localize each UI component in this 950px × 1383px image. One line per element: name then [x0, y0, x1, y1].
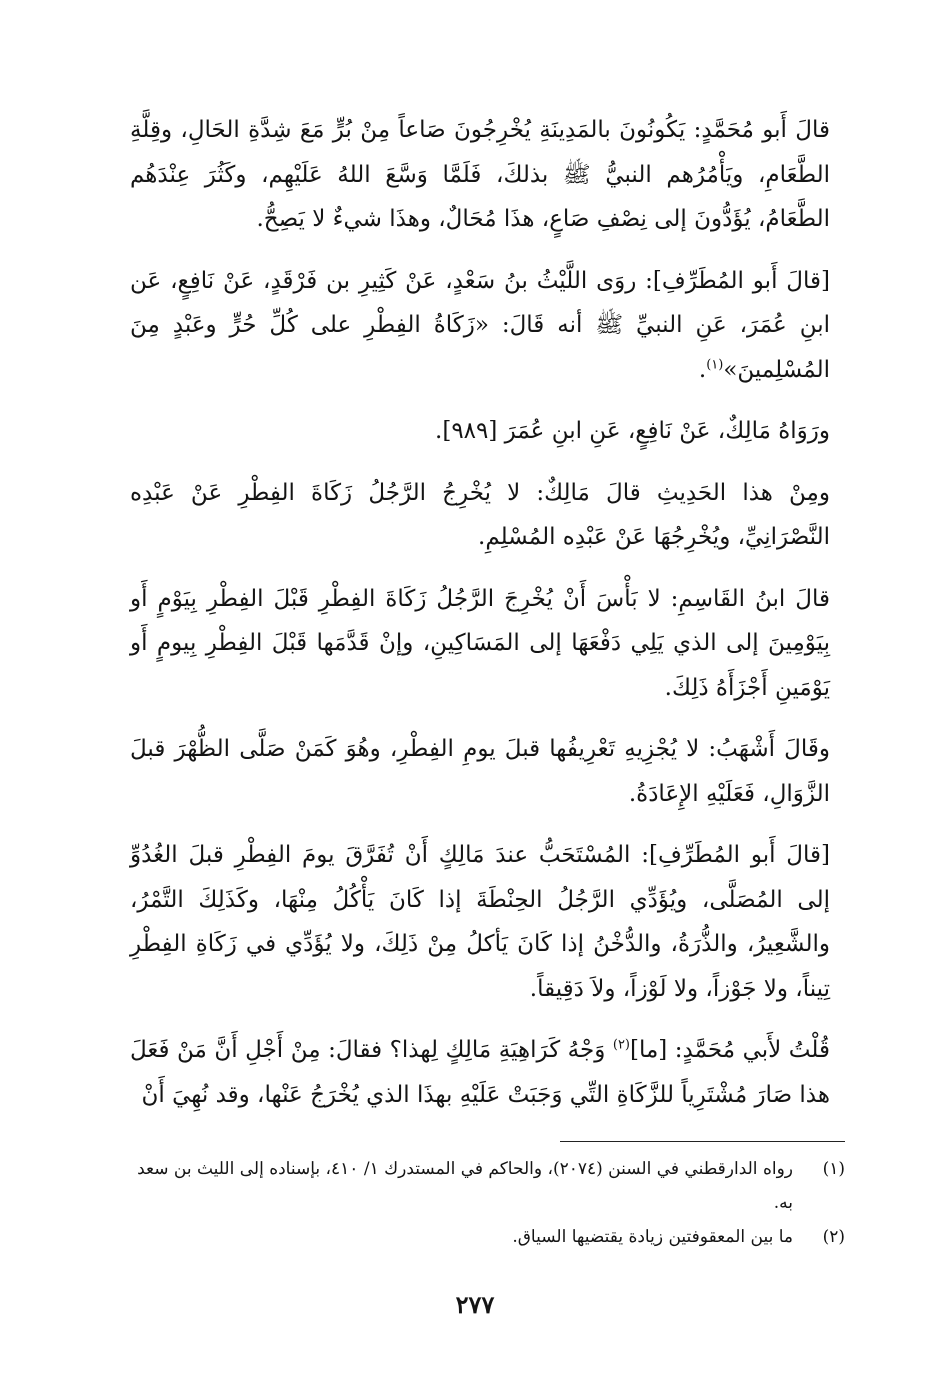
footnote-number: (١): [822, 1159, 845, 1179]
paragraph-text: وقَالَ أَشْهَبُ: لا يُجْزِيهِ تَعْرِيفُها قبلَ يومِ الفِطْرِ، وهُوَ كَمَنْ صَلَّى الظُّهْرَ قبلَ الزَّوَالِ، فَعَلَيْهِ الإِعَادَةُ.: [130, 736, 830, 807]
footnote-ref-1[interactable]: (١): [706, 356, 724, 372]
footnote-text: ما بين المعقوفتين زيادة يقتضيها السياق.: [512, 1227, 793, 1247]
paragraph-text: قُلْتُ لأَبي مُحَمَّدٍ: [ما]: [630, 1037, 830, 1063]
paragraph-text: [قالَ أَبو المُطَرِّفِ]: روَى اللَّيْثُ بنُ سَعْدٍ، عَنْ كَثِيرِ بن فَرْقَدٍ، عَنْ نَافِعٍ، عَن ابنِ عُمَرَ، عَنِ النبيِّ ﷺ أنه قَالَ: «زَكَاةُ الفِطْرِ على كُلِّ حُرٍّ وعَبْدٍ مِنَ المُسْلِمينَ»: [130, 267, 830, 383]
paragraph-text: قالَ ابنُ القَاسِمِ: لا بَأْسَ أَنْ يُخْرِجَ الرَّجُلُ زَكَاةَ الفِطْرِ قَبْلَ الفِطْرِ بِيَوْمٍ أَو بِيَوْمِينَ إلى الذي يَلِي دَفْعَهَا إلى المَسَاكِينِ، وإنْ قَدَّمَها قَبْلَ الفِطْرِ بِيومٍ أَو يَوْمَينِ أَجْزَأَهُ ذَلِكَ.: [130, 585, 830, 701]
paragraph-text: ومِنْ هذا الحَدِيثِ قالَ مَالِكٌ: لا يُخْرِجُ الرَّجُلُ زَكَاةَ الفِطْرِ عَنْ عَبْدِه النَّصْرَانِيِّ، ويُخْرِجُهَا عَنْ عَبْدِه المُسْلِمِ.: [130, 479, 830, 550]
paragraph: [130, 108, 830, 242]
paragraph: [130, 577, 830, 711]
paragraph: [130, 833, 830, 1011]
paragraph-text: ورَوَاهُ مَالِكٌ، عَنْ نَافِعٍ، عَنِ ابنِ عُمَرَ [٩٨٩].: [435, 418, 830, 444]
paragraph-text: [قالَ أَبو المُطَرِّفِ]: المُسْتَحَبُّ عندَ مَالِكٍ أَنْ تُفَرَّقَ يومَ الفِطْرِ قبلَ الغُدُوِّ إلى المُصَلَّى، ويُؤَدِّي الرَّجُلُ الحِنْطَةَ إذا كَانَ يَأْكُلُ مِنْهَا، وكَذَلِكَ التَّمْرُ، والشَّعِيرُ، والذُّرَةُ، والدُّخْنُ إذا كَانَ يَأكلُ مِنْ ذَلِكَ، ولا يُؤَدِّي في زَكَاةِ الفِطْرِ تِيناً، ولا جَوْزاً، ولا لَوْزاً، ولاَ دَقِيقاً.: [130, 842, 830, 1002]
footnotes: [130, 1152, 845, 1254]
paragraph: [130, 1028, 830, 1117]
paragraph-end-punct: .: [698, 356, 707, 383]
paragraph: [130, 409, 830, 454]
footnote-1: [130, 1152, 845, 1220]
paragraph: [130, 471, 830, 560]
footnote-text: رواه الدارقطني في السنن (٢٠٧٤)، والحاكم في المستدرك ١/ ٤١٠، بإسناده إلى الليث بن سعد به.: [137, 1159, 793, 1213]
paragraph: [130, 259, 830, 393]
page-number: ٢٧٧: [455, 1290, 495, 1319]
paragraph-text: وَجْهُ كَرَاهِيَةِ مَالِكٍ لِهذا؟ فقالَ: مِنْ أَجْلِ أَنَّ مَنْ فَعَلَ هذا صَارَ مُشْتَرِياً للزَّكَاةِ التِّي وَجَبَتْ عَلَيْهِ بهذَا الذي يُخْرَجُ عَنْها، وقد نُهِيَ أَنْ: [130, 1037, 830, 1108]
footnote-ref-2[interactable]: (٢): [612, 1037, 630, 1053]
footnote-number: (٢): [822, 1227, 845, 1247]
footnote-separator: [560, 1141, 845, 1142]
paragraph-text: قالَ أَبو مُحَمَّدٍ: يَكُونُونَ بالمَدِينَةِ يُخْرِجُونَ صَاعاً مِنْ بُرٍّ مَعَ شِدَّةِ الحَالِ، وقِلَّةِ الطَّعَامِ، ويَأْمُرُهم النبيُّ ﷺ بذلكَ، فَلَمَّا وَسَّعَ اللهُ عَلَيْهِم، وكَثُرَ عِنْدَهُم الطَّعَامُ، يُؤَدُّونَ إلى نِصْفِ صَاعٍ، هذَا مُحَالٌ، وهذَا شيءٌ لا يَصِحُّ.: [130, 117, 830, 232]
footnote-2: [130, 1220, 845, 1254]
main-text: [130, 108, 830, 1134]
paragraph: [130, 727, 830, 816]
